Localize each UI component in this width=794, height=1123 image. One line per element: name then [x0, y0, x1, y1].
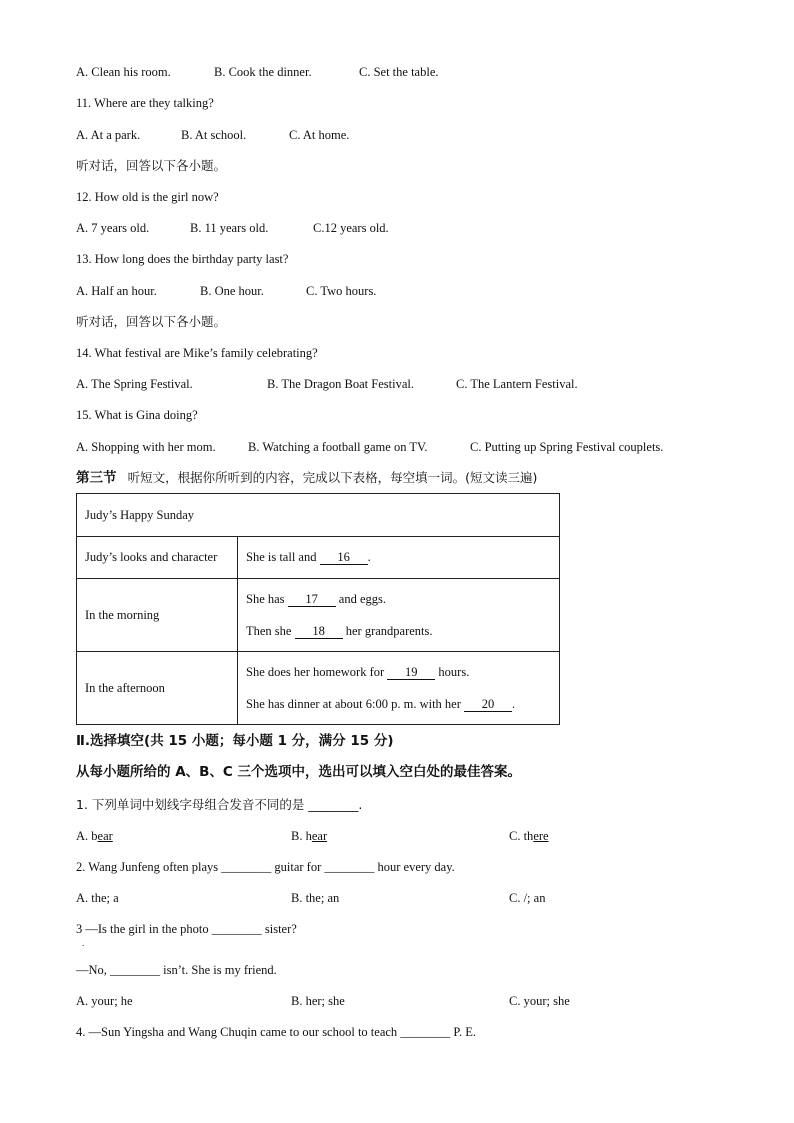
p3-dot: . — [82, 938, 85, 948]
q13-question: 13. How long does the birthday party last? — [76, 252, 289, 266]
instruction-2: 听对话，回答以下各小题。 — [76, 314, 227, 329]
q13-option-a: A. Half an hour. — [76, 284, 157, 298]
blank-16: 16 — [320, 550, 368, 565]
q11-option-b: B. At school. — [181, 128, 247, 142]
p2-question: 2. Wang Junfeng often plays ________ guitar for ________ hour every day. — [76, 860, 455, 874]
p1-option-b — [291, 828, 327, 844]
q12-option-c: C.12 years old. — [313, 221, 389, 235]
blank-18: 18 — [295, 624, 343, 639]
row3-l1-pre: She does her homework for — [246, 665, 388, 679]
row3-l2-pre: She has dinner at about 6:00 p. m. with her — [246, 697, 465, 711]
p3-option-c: C. your; she — [509, 994, 570, 1008]
q13-option-b: B. One hour. — [200, 284, 264, 298]
section3-text: 听短文，根据你所听到的内容，完成以下表格，每空填一词。(短文读三遍) — [127, 470, 538, 485]
q15-option-c: C. Putting up Spring Festival couplets. — [470, 440, 664, 454]
q14-question: 14. What festival are Mike’s family celebrating? — [76, 346, 318, 360]
p1-c-prefix: C. th — [509, 829, 534, 843]
row3-head: In the afternoon — [77, 652, 238, 725]
row2-l1-pre: She has — [246, 592, 288, 606]
q10-option-a: A. Clean his room. — [76, 65, 171, 79]
row2-head: In the morning — [77, 579, 238, 652]
row1-post: . — [367, 550, 371, 564]
p3-line2: —No, ________ isn’t. She is my friend. — [76, 963, 277, 977]
q11-option-a: A. At a park. — [76, 128, 141, 142]
q10-option-b: B. Cook the dinner. — [214, 65, 312, 79]
row1-pre: She is tall and — [246, 550, 320, 564]
q15-option-b: B. Watching a football game on TV. — [248, 440, 428, 454]
p3-option-b: B. her; she — [291, 994, 345, 1008]
q12-option-b: B. 11 years old. — [190, 221, 269, 235]
blank-19: 19 — [387, 665, 435, 680]
p1-a-underlined: ear — [97, 829, 113, 843]
judy-table — [76, 493, 560, 725]
p2-option-c: C. /; an — [509, 891, 546, 905]
p1-option-a — [76, 828, 113, 844]
p1-b-prefix: B. h — [291, 829, 312, 843]
q12-option-a: A. 7 years old. — [76, 221, 150, 235]
row2-l1-post: and eggs. — [335, 592, 387, 606]
p1-option-c — [509, 828, 549, 844]
row1-cell — [238, 537, 560, 579]
p1-c-underlined: ere — [533, 829, 549, 843]
q14-option-b: B. The Dragon Boat Festival. — [267, 377, 414, 391]
row3-l1-post: hours. — [435, 665, 470, 679]
p2-option-a: A. the; a — [76, 891, 119, 905]
blank-20: 20 — [464, 697, 512, 712]
row2-l2-pre: Then she — [246, 624, 295, 638]
part2-instruction: 从每小题所给的 A、B、C 三个选项中，选出可以填入空白处的最佳答案。 — [76, 764, 522, 780]
q10-option-c: C. Set the table. — [359, 65, 439, 79]
q12-question: 12. How old is the girl now? — [76, 190, 219, 204]
row2-l2-post: her grandparents. — [342, 624, 433, 638]
q11-option-c: C. At home. — [289, 128, 350, 142]
p1-a-prefix: A. b — [76, 829, 98, 843]
q15-question: 15. What is Gina doing? — [76, 408, 198, 422]
q14-option-a: A. The Spring Festival. — [76, 377, 193, 391]
p1-b-underlined: ear — [311, 829, 328, 843]
instruction-1: 听对话，回答以下各小题。 — [76, 158, 227, 173]
row3-cell — [238, 652, 560, 725]
p4-question: 4. —Sun Yingsha and Wang Chuqin came to our school to teach ________ P. E. — [76, 1025, 476, 1039]
p3-question: 3 —Is the girl in the photo ________ sister? — [76, 922, 297, 936]
blank-17: 17 — [288, 592, 336, 607]
part2-title: Ⅱ.选择填空(共 15 小题；每小题 1 分，满分 15 分) — [76, 733, 394, 749]
p1-question: 1. 下列单词中划线字母组合发音不同的是 ________. — [76, 797, 363, 812]
section3-label: 第三节 — [76, 470, 117, 486]
q13-option-c: C. Two hours. — [306, 284, 377, 298]
section3-heading — [76, 470, 537, 486]
q11-question: 11. Where are they talking? — [76, 96, 214, 110]
p2-option-b: B. the; an — [291, 891, 340, 905]
p3-option-a: A. your; he — [76, 994, 133, 1008]
q15-option-a: A. Shopping with her mom. — [76, 440, 216, 454]
row2-cell — [238, 579, 560, 652]
row3-l2-post: . — [512, 697, 516, 711]
q14-option-c: C. The Lantern Festival. — [456, 377, 578, 391]
row1-head: Judy’s looks and character — [77, 537, 238, 579]
table-title: Judy’s Happy Sunday — [77, 494, 560, 537]
